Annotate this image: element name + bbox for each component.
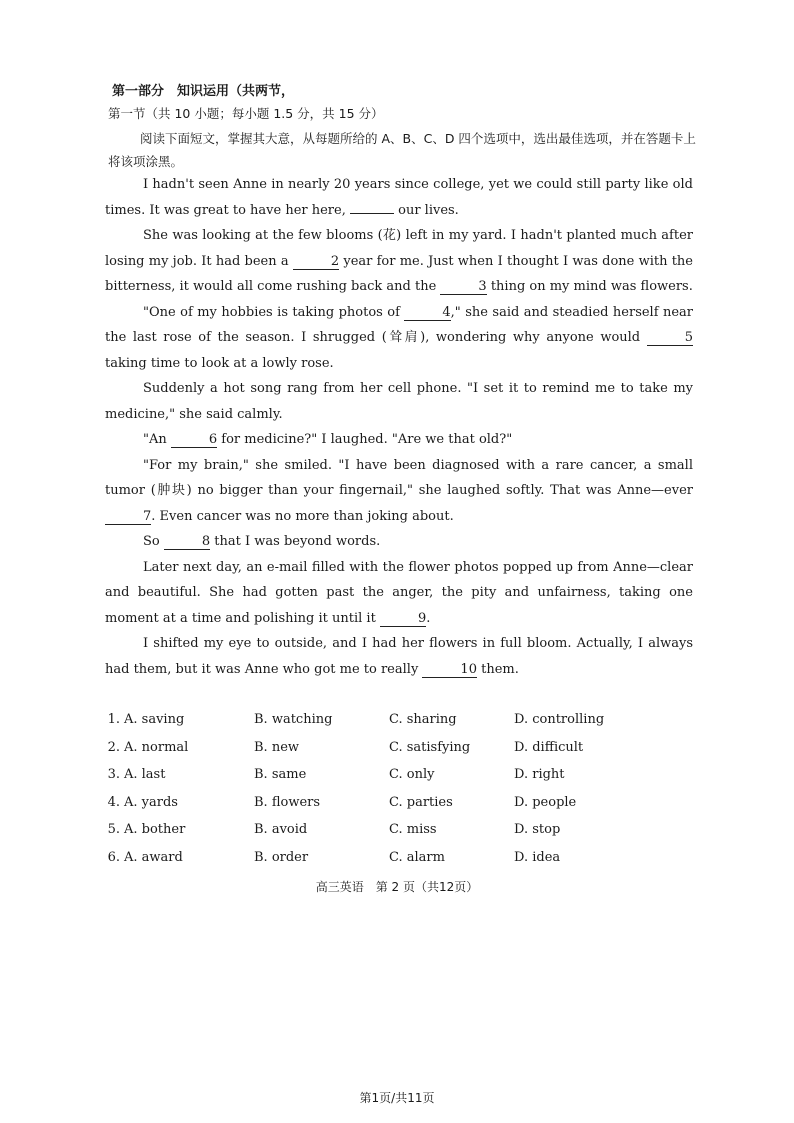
option-d: D. people (514, 794, 577, 810)
text: that I was beyond words. (210, 534, 381, 549)
option-b: B. avoid (254, 822, 308, 838)
blank-1 (350, 213, 394, 214)
option-row (100, 706, 640, 734)
text: "One of my hobbies is taking photos of (143, 304, 405, 320)
paragraph (105, 223, 693, 300)
option-b: B. same (254, 767, 307, 783)
text: Suddenly a hot song rang from her cell phone. "I set it to remind me to take my medicine," she said calmly. (105, 381, 693, 422)
option-row (100, 761, 640, 789)
text: So (143, 534, 164, 549)
option-a: A. award (124, 849, 183, 865)
option-d: D. controlling (514, 712, 605, 728)
option-a: A. bother (124, 822, 186, 838)
question-number: 2. (107, 739, 120, 755)
paragraph (105, 555, 693, 632)
blank-9: 9 (380, 611, 426, 627)
question-number: 5. (107, 822, 120, 838)
text: I shifted my eye to outside, and I had her flowers in full bloom. Actually, I always had them, but it was Anne who got me to really (105, 636, 693, 677)
blank-10: 10 (422, 662, 477, 678)
option-c: C. alarm (389, 849, 445, 865)
option-row (100, 789, 640, 817)
text: our lives. (393, 202, 459, 218)
option-c: C. parties (389, 794, 453, 810)
paragraph (105, 172, 693, 223)
text: "For my brain," she smiled. "I have been diagnosed with a rare cancer, a small tumor (肿块) no bigger than your fingernail," she laughed softly. That was Anne—ever (105, 457, 693, 498)
passage (105, 172, 693, 682)
paragraph (105, 453, 693, 530)
instructions: 阅读下面短文，掌握其大意，从每题所给的 A、B、C、D 四个选项中，选出最佳选项，并在答题卡上将该项涂黑。 (108, 131, 696, 169)
option-d: D. idea (514, 849, 561, 865)
paragraph (105, 427, 693, 453)
part-title: 第一部分 知识运用（共两节， (112, 84, 295, 99)
option-a: A. last (124, 767, 166, 783)
option-c: C. only (389, 767, 435, 783)
option-row (100, 816, 640, 844)
text: . Even cancer was no more than joking about. (151, 508, 454, 524)
option-row (100, 844, 640, 872)
option-row (100, 734, 640, 762)
text: them. (476, 661, 519, 677)
option-b: B. order (254, 849, 309, 865)
option-c: C. miss (389, 822, 437, 838)
question-number: 3. (107, 767, 120, 783)
page-number: 第1页/共11页 (359, 1091, 435, 1105)
blank-7: 7 (105, 509, 151, 525)
text: Later next day, an e-mail filled with the flower photos popped up from Anne—clear and beautiful. She had gotten past the anger, the pity and unfairness, taking one moment at a time and polishing it until it (105, 559, 693, 626)
section-title: 第一节（共 10 小题；每小题 1.5 分，共 15 分） (108, 106, 384, 121)
page-footer: 高三英语 第 2 页（共12页） (315, 880, 479, 894)
answer-options (100, 706, 640, 871)
blank-2: 2 (293, 254, 339, 270)
option-c: C. satisfying (389, 739, 471, 755)
paragraph (105, 300, 693, 377)
blank-5: 5 (647, 330, 693, 346)
option-d: D. right (514, 767, 565, 783)
blank-8: 8 (164, 534, 210, 550)
blank-3: 3 (440, 279, 486, 295)
text: She was looking at the few blooms (花) left in my yard. I hadn't planted much after losing my job. It had been a (105, 228, 693, 269)
option-b: B. watching (254, 712, 333, 728)
paragraph (105, 631, 693, 682)
option-a: A. normal (124, 739, 189, 755)
question-number: 4. (107, 794, 120, 810)
option-b: B. flowers (254, 794, 321, 810)
blank-4: 4 (404, 305, 450, 321)
text: for medicine?" I laughed. "Are we that old?" (217, 432, 513, 447)
option-d: D. difficult (514, 739, 584, 755)
option-a: A. yards (124, 794, 178, 810)
text: thing on my mind was flowers. (486, 279, 693, 294)
text: . (426, 610, 431, 626)
text: ," she said and steadied herself near the last rose of the season. I shrugged (耸肩), wondering why anyone would (105, 304, 694, 345)
text: year for me. Just when I thought I was done with the bitterness, it would all come rushing back and the (105, 253, 693, 294)
option-b: B. new (254, 739, 300, 755)
text: "An (143, 432, 171, 447)
question-number: 1. (107, 712, 120, 728)
question-number: 6. (107, 849, 120, 865)
option-a: A. saving (124, 712, 185, 728)
option-c: C. sharing (389, 712, 457, 728)
option-d: D. stop (514, 822, 561, 838)
paragraph (105, 529, 693, 555)
paragraph (105, 376, 693, 427)
text: taking time to look at a lowly rose. (105, 355, 334, 371)
text: I hadn't seen Anne in nearly 20 years since college, yet we could still party like old times. It was great to have her here, (105, 177, 693, 218)
blank-6: 6 (171, 432, 217, 448)
